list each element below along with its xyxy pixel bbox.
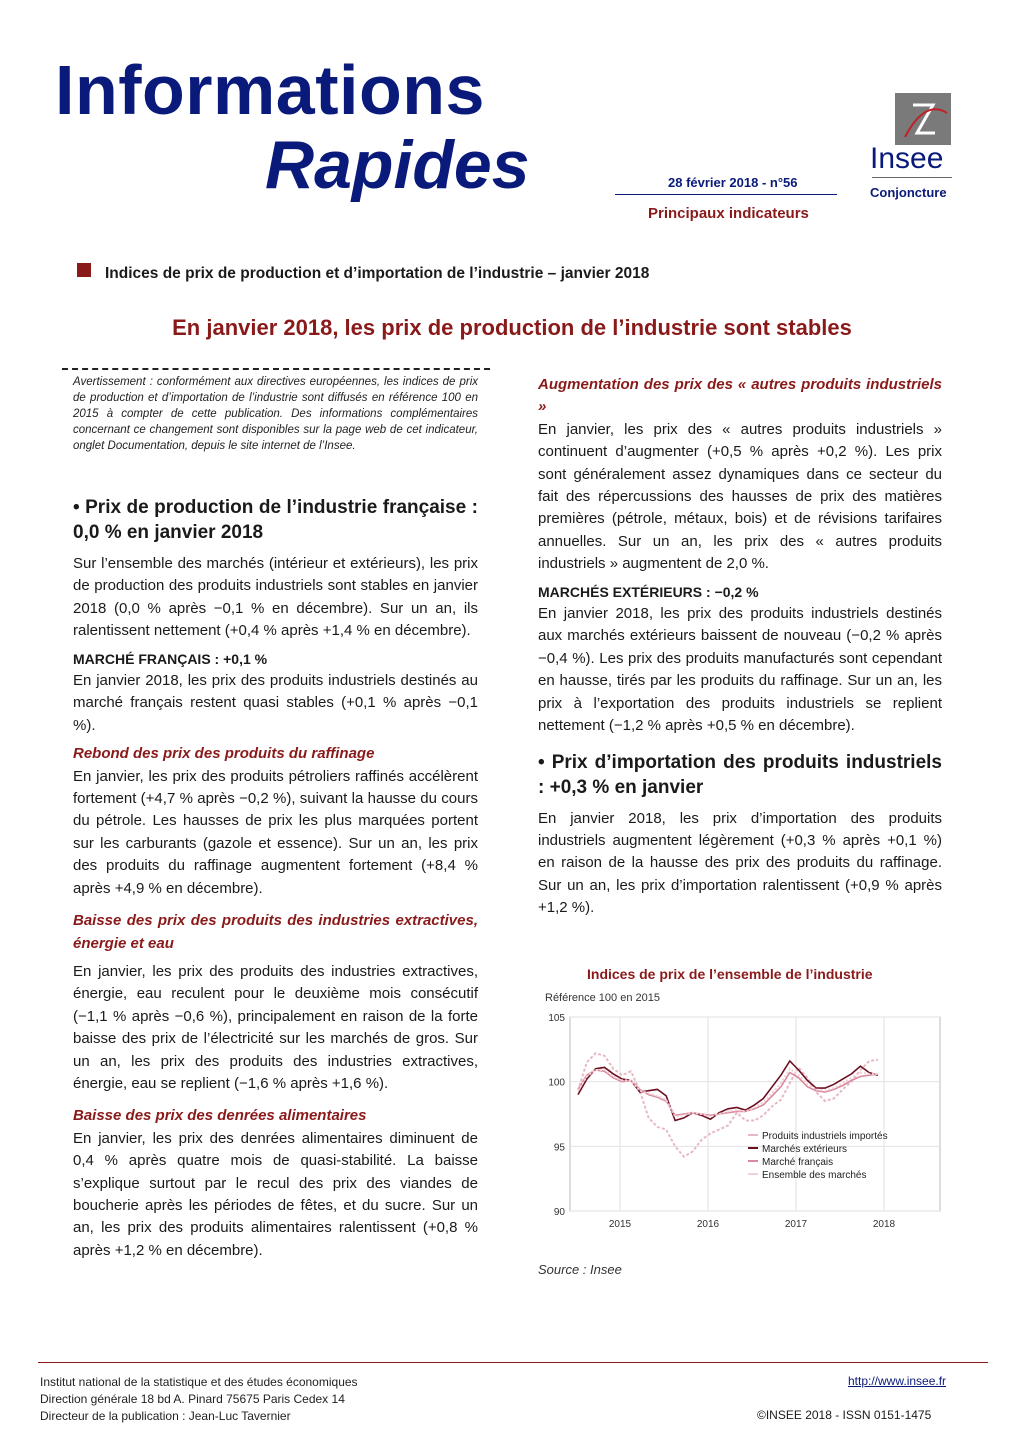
left-column <box>73 495 478 1262</box>
paragraph-raffinage: En janvier, les prix des produits pétroliers raffinés accélèrent fortement (+4,7 % après −0,2 %), suivant la hausse du cours du pétrole. Les hausses de prix les plus marquées portent sur les carburants (gazole et essence). Sur un an, les prix des produits du raffinage augmentent fortement (+8,4 % après +4,9 % en décembre). <box>73 767 478 897</box>
footer-director: Directeur de la publication : Jean-Luc Tavernier <box>40 1409 291 1423</box>
paragraph-extractives: En janvier, les prix des produits des industries extractives, énergie, eau reculent pour le deuxième mois consécutif (−1,1 % après −0,6 %), principalement en raison de la forte baisse des prix de l’électricité sur les marchés de gros. Sur un an, les prix des produits des industries extractives, énergie, eau se replient (−1,6 % après +1,6 %). <box>73 962 478 1092</box>
headline: En janvier 2018, les prix de production de l’industrie sont stables <box>172 315 852 340</box>
chart-y-tick-label: 90 <box>553 1207 565 1218</box>
subheading-raffinage: Rebond des prix des produits du raffinage <box>73 745 375 763</box>
insee-logo-icon <box>895 93 951 145</box>
chart-legend-label: Ensemble des marchés <box>762 1170 867 1181</box>
chart-source: Source : Insee <box>538 1262 622 1277</box>
paragraph-marche-francais: En janvier 2018, les prix des produits industriels destinés au marché français restent quasi stables (+0,1 % après −0,1 %). <box>73 672 478 734</box>
warning-note: Avertissement : conformément aux directives européennes, les indices de prix de production et d’importation de l’industrie sont diffusés en référence 100 en 2015 à compter de cette publication. Des informations complémentaires concernant ce changement sont disponibles sur la page web de cet indicateur, onglet Documentation, depuis le site internet de l’Insee. <box>73 376 478 452</box>
chart-y-tick-label: 105 <box>548 1013 565 1024</box>
subheading-alimentaires: Baisse des prix des denrées alimentaires <box>73 1107 367 1125</box>
footer-divider <box>38 1362 988 1363</box>
chart-legend-label: Marché français <box>762 1157 834 1168</box>
warning-divider <box>62 368 490 370</box>
chart-x-tick-label: 2017 <box>784 1219 808 1230</box>
masthead-divider <box>615 194 837 195</box>
subheading-extractives: Baisse des prix des produits des industries extractives, énergie et eau <box>73 912 478 952</box>
chart-x-tick-label: 2015 <box>608 1219 632 1230</box>
chart-x-tick-label: 2016 <box>696 1219 720 1230</box>
paragraph-importation: En janvier 2018, les prix d’importation des produits industriels augmentent légèrement (+0,3 % après +0,1 %) en raison de la hausse des prix des produits du raffinage. Sur un an, les prix d’importation ralentissent (+0,9 % après +1,2 %). <box>538 809 942 917</box>
logo-divider <box>872 177 952 178</box>
subheading-autres-produits: Augmentation des prix des « autres produits industriels » <box>538 376 942 416</box>
footer-address: Direction générale 18 bd A. Pinard 75675 Paris Cedex 14 <box>40 1392 345 1406</box>
section-heading-production: • Prix de production de l’industrie française : 0,0 % en janvier 2018 <box>73 497 478 543</box>
chart-subtitle: Référence 100 en 2015 <box>545 992 660 1004</box>
chart-y-tick-label: 100 <box>548 1077 565 1089</box>
chart-title: Indices de prix de l’ensemble de l’industrie <box>587 966 873 982</box>
rubric-label: Principaux indicateurs <box>648 205 809 222</box>
price-index-chart <box>530 1005 950 1240</box>
paragraph-marches-exterieurs: En janvier 2018, les prix des produits industriels destinés aux marchés extérieurs baissent de nouveau (−0,2 % après −0,4 %). Les prix des produits manufacturés sont cependant en hausse, tirés par les produits du raffinage. Sur un an, les prix à l’exportation des produits industriels se replient nettement (−1,2 % après +0,5 % en décembre). <box>538 605 942 735</box>
chart-legend-label: Marchés extérieurs <box>762 1144 848 1155</box>
paragraph-autres-produits: En janvier, les prix des « autres produits industriels » continuent d’augmenter (+0,5 % après +0,2 %). Les prix sont généralement assez dynamiques dans ce secteur du fait des répercussions des hausses de prix des matières premières (pétrole, métaux, bois) et de révisions tarifaires annuelles. Sur un an, les prix des « autres produits industriels » augmentent de 2,0 %. <box>538 420 942 573</box>
footer-website-link[interactable]: http://www.insee.fr <box>848 1374 947 1388</box>
chart-y-tick-label: 95 <box>553 1142 565 1154</box>
subheading-marche-francais: MARCHÉ FRANÇAIS : +0,1 % <box>73 650 268 667</box>
series-bullet-icon <box>77 263 91 277</box>
subheading-marches-exterieurs: MARCHÉS EXTÉRIEURS : −0,2 % <box>538 583 759 600</box>
brand-title-rapides: Rapides <box>265 127 530 203</box>
chart-x-tick-label: 2018 <box>872 1219 896 1230</box>
section-heading-importation: • Prix d’importation des produits industriels : +0,3 % en janvier <box>538 751 942 798</box>
footer-institute: Institut national de la statistique et des études économiques <box>40 1375 358 1389</box>
brand-title-informations: Informations <box>55 51 485 129</box>
paragraph-production: Sur l’ensemble des marchés (intérieur et extérieurs), les prix de production des produits industriels sont stables en janvier 2018 (0,0 % après −0,1 % en décembre). Sur un an, ils ralentissent nettement (+0,4 % après +1,4 % en décembre). <box>73 555 478 640</box>
insee-logo-name: Insee <box>870 142 944 175</box>
publication-date: 28 février 2018 - n°56 <box>668 175 798 190</box>
right-column <box>538 374 942 920</box>
paragraph-alimentaires: En janvier, les prix des denrées alimentaires diminuent de 0,4 % après quatre mois de quasi-stabilité. La baisse s’explique surtout par le recul des prix des viandes de boucherie après les périodes de fêtes, et du sucre. Sur un an, les prix des produits alimentaires ralentissent (+0,8 % après +1,2 % en décembre). <box>73 1129 478 1259</box>
series-title: Indices de prix de production et d’importation de l’industrie – janvier 2018 <box>105 265 650 282</box>
footer-issn: ©INSEE 2018 - ISSN 0151-1475 <box>757 1408 932 1422</box>
insee-logo-subtitle: Conjoncture <box>870 185 947 200</box>
chart-legend-label: Produits industriels importés <box>762 1131 888 1142</box>
